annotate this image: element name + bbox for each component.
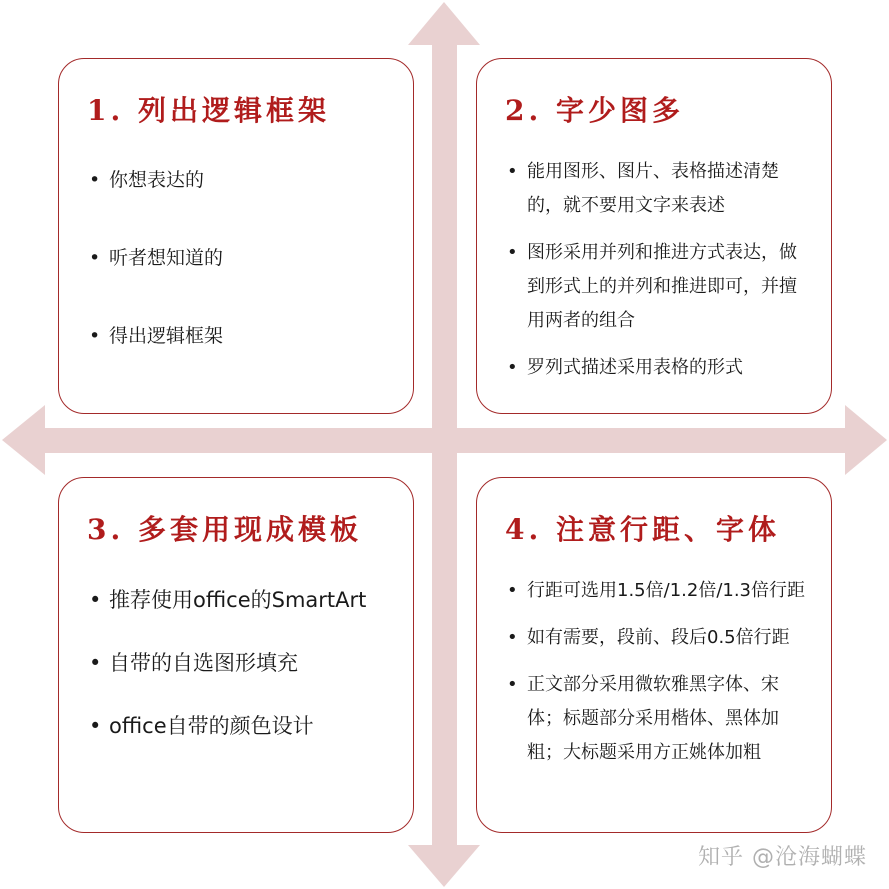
bullet-item: • 如有需要，段前、段后0.5倍行距 <box>507 621 813 655</box>
quadrant-card-3 <box>58 477 414 833</box>
arrow-down-icon <box>408 845 480 887</box>
bullet-item: • 推荐使用office的SmartArt <box>89 586 395 614</box>
bullet-item: • 能用图形、图片、表格描述清楚的，就不要用文字来表述 <box>507 155 813 223</box>
bullet-item: • 听者想知道的 <box>89 245 395 271</box>
quadrant-card-4 <box>476 477 832 833</box>
quadrant-title-1: 1. 列出逻辑框架 <box>87 94 330 127</box>
bullet-item: • 罗列式描述采用表格的形式 <box>507 351 813 385</box>
arrow-right-icon <box>845 405 887 475</box>
arrow-up-icon <box>408 2 480 45</box>
arrow-left-icon <box>2 405 45 475</box>
bullet-item: • 自带的自选图形填充 <box>89 649 395 677</box>
bullet-item: • 行距可选用1.5倍/1.2倍/1.3倍行距 <box>507 574 813 608</box>
bullet-item: • 正文部分采用微软雅黑字体、宋体；标题部分采用楷体、黑体加粗；大标题采用方正姚体加粗 <box>507 668 813 770</box>
bullet-item: • 得出逻辑框架 <box>89 323 395 349</box>
quadrant-bullet-list-2 <box>507 155 813 398</box>
bullet-item: • 图形采用并列和推进方式表达，做到形式上的并列和推进即可，并擅用两者的组合 <box>507 236 813 338</box>
quadrant-card-2 <box>476 58 832 414</box>
horizontal-axis-bar <box>45 428 845 453</box>
quadrant-bullet-list-1 <box>89 167 395 401</box>
quadrant-title-3: 3. 多套用现成模板 <box>87 513 362 546</box>
quadrant-card-1 <box>58 58 414 414</box>
watermark: 知乎 @沧海蝴蝶 <box>698 845 867 870</box>
quadrant-bullet-list-4 <box>507 574 813 783</box>
quadrant-bullet-list-3 <box>89 586 395 775</box>
bullet-item: • 你想表达的 <box>89 167 395 193</box>
quadrant-title-4: 4. 注意行距、字体 <box>505 513 780 546</box>
bullet-item: • office自带的颜色设计 <box>89 712 395 740</box>
quadrant-title-2: 2. 字少图多 <box>505 94 684 127</box>
